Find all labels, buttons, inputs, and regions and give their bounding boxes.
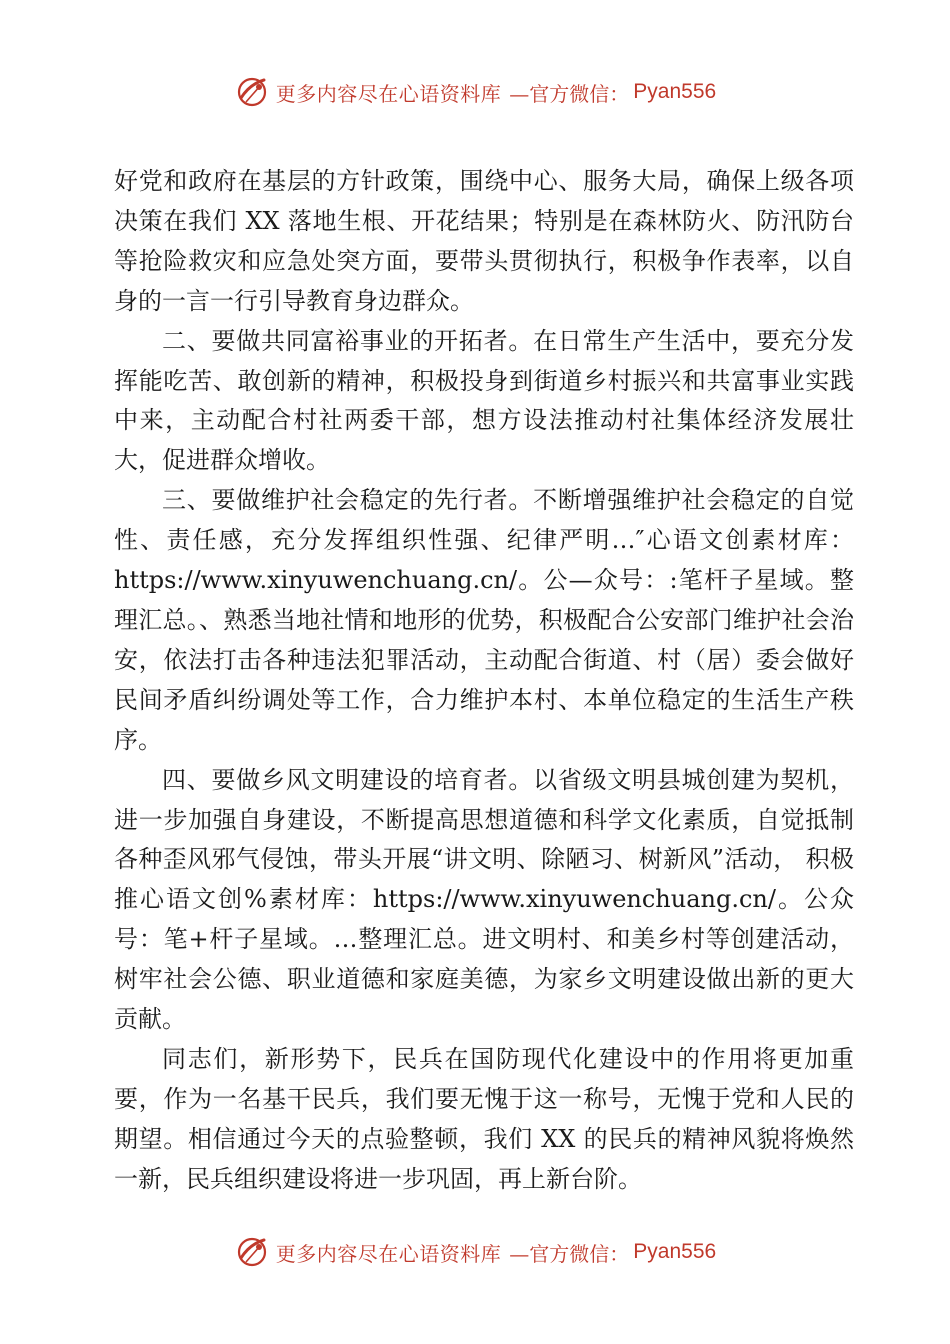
header-wechat-handle: Pyan556 <box>633 80 717 103</box>
footer-wechat-handle: Pyan556 <box>633 1240 717 1263</box>
paragraph-2: 二、要做共同富裕事业的开拓者。在日常生产生活中，要充分发挥能吃苦、敢创新的精神，积极投身到街道乡村振兴和共富事业实践中来，主动配合村社两委干部，想方设法推动村社集体经济发展壮大，促进群众增收。 <box>114 326 854 475</box>
header-wechat-label: —官方微信： <box>509 81 630 106</box>
header-banner <box>0 72 950 112</box>
paragraph-1: 好党和政府在基层的方针政策，围绕中心、服务大局，确保上级各项决策在我们 XX 落地生根、开花结果；特别是在森林防火、防汛防台等抢险救灾和应急处突方面，要带头贯彻执行，积极争作表率，以自身的一言一行引导教育身边群众。 <box>114 167 854 315</box>
document-body <box>114 162 854 1200</box>
paragraph-4: 四、要做乡风文明建设的培育者。以省级文明县城创建为契机，进一步加强自身建设，不断提高思想道德和科学文化素质，自觉抵制各种歪风邪气侵蚀，带头开展“讲文明、除陋习、树新风”活动， 积极推心语文创%素材库：https://www.xinyuwenchuang.cn/。公众号：笔+杆子星域。…整理汇总。进文明村、和美乡村等创建活动，树牢社会公德、职业道德和家庭美德，为家乡文明建设做出新的更大贡献。 <box>114 765 854 1034</box>
brand-logo-icon <box>234 74 270 110</box>
footer-brand-text: 更多内容尽在心语资料库 <box>275 1241 502 1266</box>
paragraph-3: 三、要做维护社会稳定的先行者。不断增强维护社会稳定的自觉性、责任感，充分发挥组织性强、纪律严明…″心语文创素材库：https://www.xinyuwenchuang.cn/。公—众号：:笔杆子星域。整理汇总。、熟悉当地社情和地形的优势，积极配合公安部门维护社会治安，依法打击各种违法犯罪活动，主动配合街道、村（居）委会做好民间矛盾纠纷调处等工作，合力维护本村、本单位稳定的生活生产秩序。 <box>114 486 854 754</box>
paragraph-5: 同志们，新形势下，民兵在国防现代化建设中的作用将更加重要，作为一名基干民兵，我们要无愧于这一称号，无愧于党和人民的期望。相信通过今天的点验整顿，我们 XX 的民兵的精神风貌将焕然一新，民兵组织建设将进一步巩固，再上新台阶。 <box>114 1044 854 1193</box>
header-brand-text: 更多内容尽在心语资料库 <box>275 81 502 106</box>
footer-wechat-label: —官方微信： <box>509 1241 630 1266</box>
footer-brand-logo-icon <box>234 1234 270 1270</box>
footer-banner <box>0 1232 950 1272</box>
